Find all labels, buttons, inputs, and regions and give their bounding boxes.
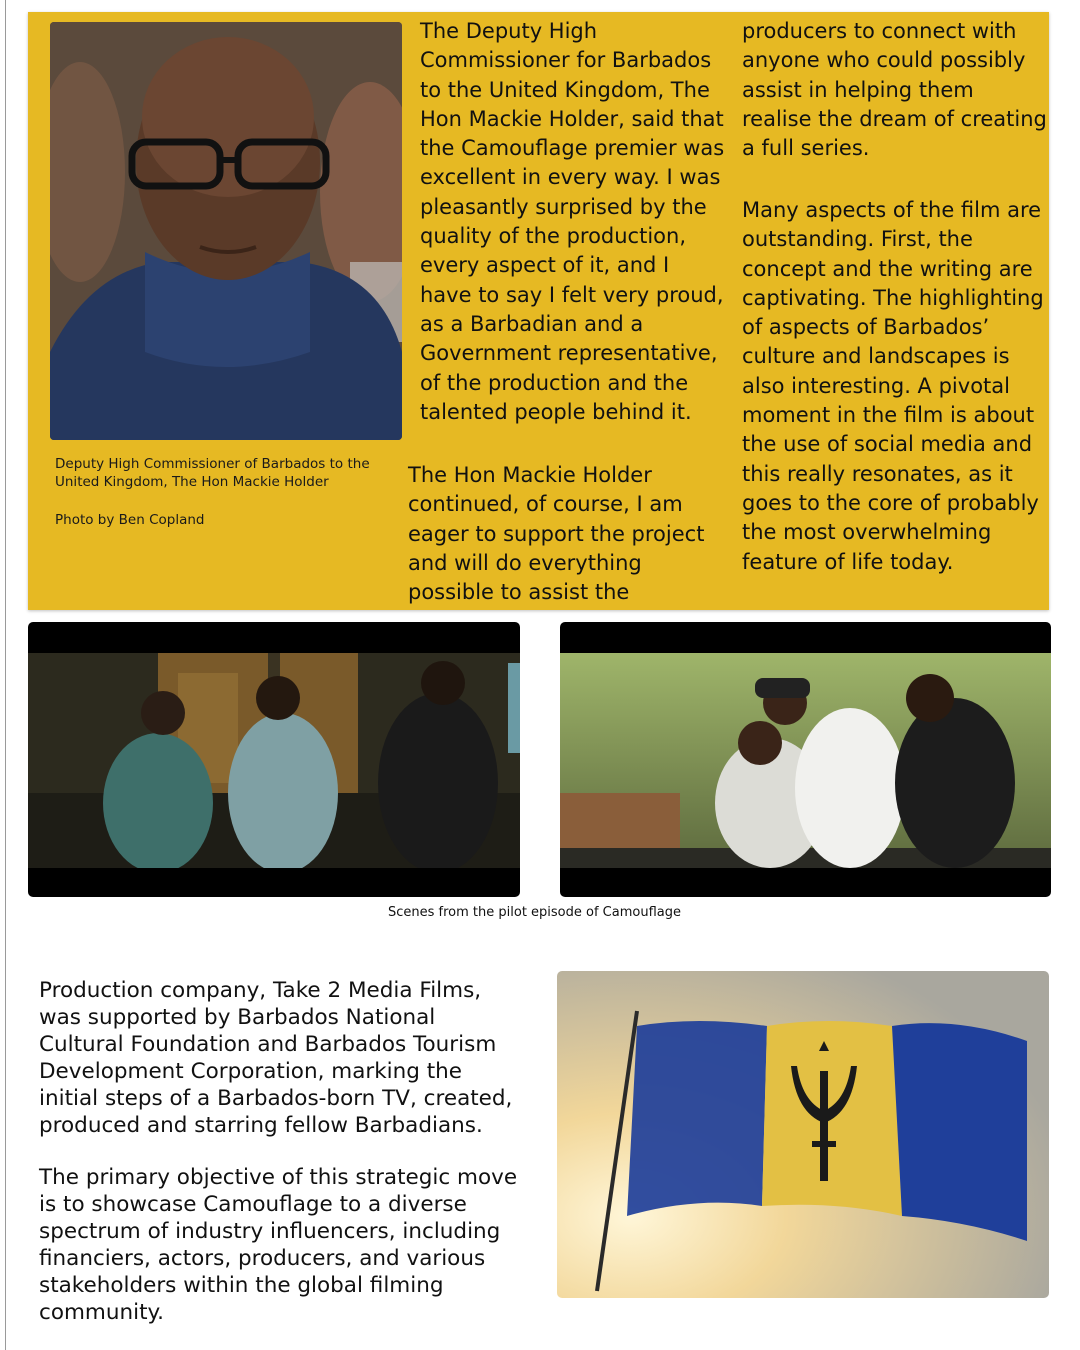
scene-image-bench [560, 622, 1051, 897]
lower-paragraph-2: The primary objective of this strategic move is to showcase Camouflage to a diverse spectrum of industry influencers, including financiers, actors, producers, and various stakeholders within the global filming community. [39, 1165, 518, 1325]
scenes-caption: Scenes from the pilot episode of Camouflage [388, 905, 681, 920]
yellow-feature-panel [28, 12, 1049, 610]
article-column-4: Many aspects of the film are outstanding. First, the concept and the writing are captivating. The highlighting of aspects of Barbados’ culture and landscapes is also interesting. A pivotal moment in the film is about the use of social media and this really resonates, as it goes to the core of probably the most overwhelming feature of life today. [742, 198, 1044, 574]
page-left-border [5, 0, 6, 1350]
portrait-caption: Deputy High Commissioner of Barbados to the United Kingdom, The Hon Mackie Holder [55, 456, 370, 490]
lower-paragraph-1: Production company, Take 2 Media Films, was supported by Barbados National Cultural Foundation and Barbados Tourism Development Corporation, marking the initial steps of a Barbados-born TV, created, produced and starring fellow Barbadians. [39, 978, 513, 1138]
article-column-1: The Deputy High Commissioner for Barbados to the United Kingdom, The Hon Mackie Holder, said that the Camouflage premier was excellent in every way. I was pleasantly surprised by the quality of the production, every aspect of it, and I have to say I felt very proud, as a Barbadian and a Government representative, of the production and the talented people behind it. [420, 19, 725, 424]
scene-image-porch [28, 622, 520, 897]
photo-credit: Photo by Ben Copland [55, 512, 205, 528]
barbados-flag-image [557, 971, 1049, 1298]
article-column-3: producers to connect with anyone who could possibly assist in helping them realise the dream of creating a full series. [742, 19, 1047, 161]
article-column-2: The Hon Mackie Holder continued, of course, I am eager to support the project and will do everything possible to assist the [408, 463, 705, 605]
portrait-photo [50, 22, 402, 440]
